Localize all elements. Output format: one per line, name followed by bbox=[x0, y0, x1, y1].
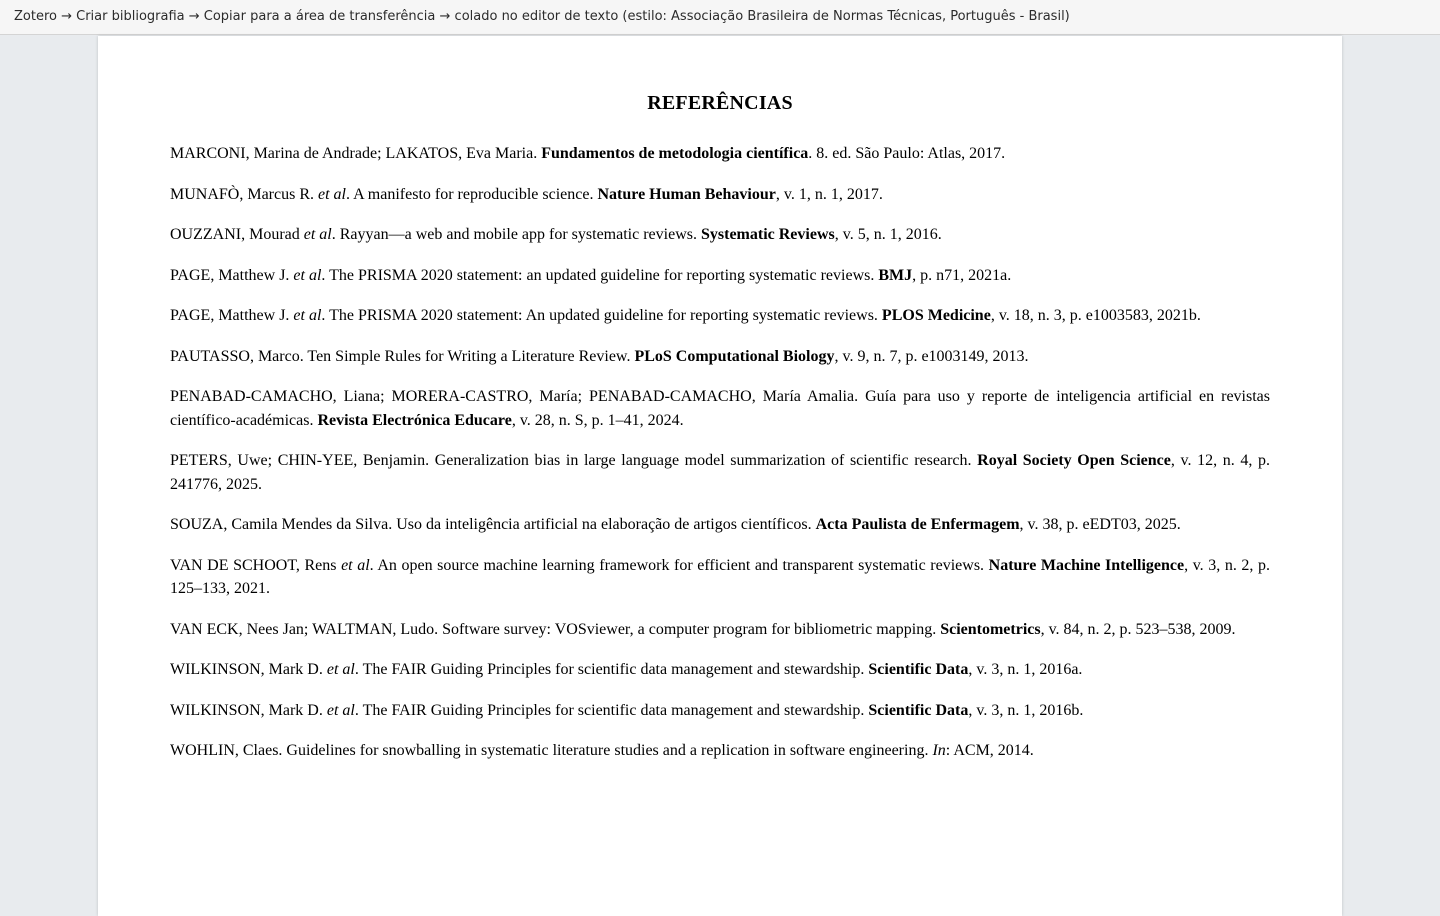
reference-italic-text: et al bbox=[326, 701, 355, 719]
instruction-caption: Zotero → Criar bibliografia → Copiar para a área de transferência → colado no editor de texto (estilo: Associação Brasileira de Normas Técnicas, Português - Brasil) bbox=[0, 0, 1440, 35]
reference-text: MARCONI, Marina de Andrade; LAKATOS, Eva Maria. bbox=[170, 145, 542, 162]
reference-text: WOHLIN, Claes. Guidelines for snowballing in systematic literature studies and a replication in software engineering. bbox=[170, 742, 933, 759]
reference-entry bbox=[170, 658, 1270, 682]
reference-italic-text: et al bbox=[303, 226, 332, 243]
reference-text: , v. 3, n. 2, p. 125–133, 2021. bbox=[170, 556, 1270, 597]
reference-source-title: Royal Society Open Science bbox=[977, 452, 1171, 469]
reference-text: . 8. ed. São Paulo: Atlas, 2017. bbox=[808, 145, 1006, 162]
reference-text: , v. 18, n. 3, p. e1003583, 2021b. bbox=[990, 307, 1201, 324]
reference-text: , v. 5, n. 1, 2016. bbox=[834, 226, 942, 243]
reference-text: . The FAIR Guiding Principles for scientific data management and stewardship. bbox=[354, 701, 869, 719]
reference-source-title: PLoS Computational Biology bbox=[634, 347, 835, 365]
reference-text: . The PRISMA 2020 statement: An updated guideline for reporting systematic reviews. bbox=[321, 307, 882, 324]
reference-list bbox=[170, 142, 1270, 780]
reference-source-title: Scientometrics bbox=[940, 620, 1041, 638]
reference-source-title: Nature Machine Intelligence bbox=[988, 556, 1185, 574]
reference-text: . Rayyan—a web and mobile app for systematic reviews. bbox=[331, 226, 701, 243]
reference-text: VAN ECK, Nees Jan; WALTMAN, Ludo. Software survey: VOSviewer, a computer program for bibliometric mapping. bbox=[170, 620, 941, 638]
reference-text: , v. 1, n. 1, 2017. bbox=[775, 185, 883, 203]
reference-text: , v. 3, n. 1, 2016a. bbox=[968, 661, 1083, 678]
reference-source-title: Scientific Data bbox=[868, 661, 969, 678]
reference-source-title: Revista Electrónica Educare bbox=[317, 411, 512, 429]
reference-text: . The FAIR Guiding Principles for scientific data management and stewardship. bbox=[354, 661, 869, 678]
reference-entry bbox=[170, 223, 1270, 247]
reference-italic-text: et al bbox=[326, 661, 355, 678]
references-heading: REFERÊNCIAS bbox=[647, 92, 793, 114]
reference-source-title: Scientific Data bbox=[868, 701, 969, 719]
reference-text: WILKINSON, Mark D. bbox=[170, 661, 327, 678]
reference-entry bbox=[170, 554, 1270, 601]
reference-text: . A manifesto for reproducible science. bbox=[346, 185, 598, 203]
reference-source-title: Nature Human Behaviour bbox=[597, 185, 776, 203]
reference-text: , v. 84, n. 2, p. 523–538, 2009. bbox=[1040, 620, 1236, 638]
reference-italic-text: et al bbox=[318, 185, 346, 203]
reference-text: . An open source machine learning framework for efficient and transparent systematic reviews. bbox=[369, 556, 989, 574]
reference-text: : ACM, 2014. bbox=[945, 742, 1034, 759]
reference-text: , v. 3, n. 1, 2016b. bbox=[968, 701, 1084, 719]
reference-italic-text: et al bbox=[341, 556, 370, 574]
reference-source-title: Systematic Reviews bbox=[700, 226, 835, 243]
reference-text: , v. 9, n. 7, p. e1003149, 2013. bbox=[834, 347, 1029, 365]
reference-text: , p. n71, 2021a. bbox=[912, 266, 1012, 284]
reference-text: OUZZANI, Mourad bbox=[170, 226, 304, 243]
document-page[interactable] bbox=[98, 36, 1342, 916]
reference-italic-text: et al bbox=[293, 266, 322, 284]
reference-entry bbox=[170, 513, 1270, 537]
reference-source-title: BMJ bbox=[878, 266, 913, 284]
reference-entry bbox=[170, 618, 1270, 642]
reference-source-title: Fundamentos de metodologia científica bbox=[541, 145, 809, 162]
reference-entry bbox=[170, 304, 1270, 328]
reference-text: PETERS, Uwe; CHIN-YEE, Benjamin. Generalization bias in large language model summarization of scientific research. bbox=[170, 452, 978, 469]
reference-text: , v. 38, p. eEDT03, 2025. bbox=[1019, 516, 1181, 533]
reference-text: PAGE, Matthew J. bbox=[170, 266, 294, 284]
reference-entry bbox=[170, 183, 1270, 207]
reference-text: . The PRISMA 2020 statement: an updated guideline for reporting systematic reviews. bbox=[321, 266, 879, 284]
reference-source-title: PLOS Medicine bbox=[881, 307, 991, 324]
reference-entry bbox=[170, 739, 1270, 763]
reference-italic-text: In bbox=[932, 742, 946, 759]
reference-entry bbox=[170, 264, 1270, 288]
reference-text: MUNAFÒ, Marcus R. bbox=[170, 185, 318, 203]
reference-entry bbox=[170, 142, 1270, 166]
reference-entry bbox=[170, 345, 1270, 369]
reference-text: WILKINSON, Mark D. bbox=[170, 701, 327, 719]
reference-text: PAGE, Matthew J. bbox=[170, 307, 294, 324]
reference-italic-text: et al bbox=[293, 307, 322, 324]
reference-entry bbox=[170, 449, 1270, 496]
reference-entry bbox=[170, 699, 1270, 723]
reference-text: PAUTASSO, Marco. Ten Simple Rules for Writing a Literature Review. bbox=[170, 347, 635, 365]
reference-text: SOUZA, Camila Mendes da Silva. Uso da inteligência artificial na elaboração de artigos científicos. bbox=[170, 516, 816, 533]
reference-text: , v. 28, n. S, p. 1–41, 2024. bbox=[511, 411, 684, 429]
reference-entry bbox=[170, 385, 1270, 432]
reference-text: VAN DE SCHOOT, Rens bbox=[170, 556, 342, 574]
reference-text: PENABAD-CAMACHO, Liana; MORERA-CASTRO, María; PENABAD-CAMACHO, María Amalia. Guía para uso y reporte de inteligencia artificial en revistas científico-académicas. bbox=[170, 388, 1270, 429]
reference-text: , v. 12, n. 4, p. 241776, 2025. bbox=[170, 452, 1270, 493]
reference-source-title: Acta Paulista de Enfermagem bbox=[815, 516, 1020, 533]
